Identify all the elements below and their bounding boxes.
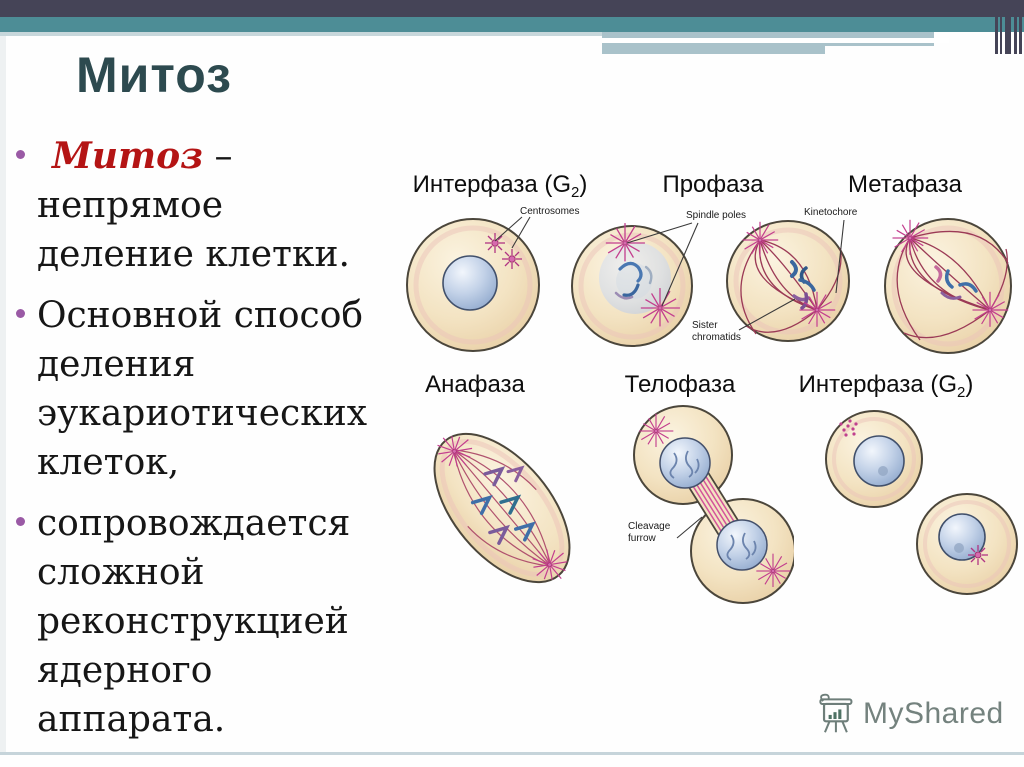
header-bar-teal xyxy=(0,17,1024,32)
corner-stripe xyxy=(1019,0,1022,54)
mitosis-diagram xyxy=(392,165,1024,637)
bullet-line: сопровождается xyxy=(37,503,351,544)
bullet-text xyxy=(37,291,367,487)
header-block-steel-lower xyxy=(602,46,825,54)
bullet-line: ядерного xyxy=(37,650,213,691)
bullet-marker xyxy=(16,150,25,159)
phase-label-telophase: Телофаза xyxy=(624,371,736,398)
corner-stripe xyxy=(1005,0,1011,54)
bullet-text xyxy=(37,132,367,279)
term-dash: – xyxy=(203,136,233,177)
annotation-spindle-poles: Spindle poles xyxy=(686,210,747,221)
bullet-marker xyxy=(16,309,25,318)
interphase-g2-cell-illustration xyxy=(398,215,548,365)
corner-stripe xyxy=(995,0,998,54)
bullet-marker xyxy=(16,517,25,526)
bullet-item xyxy=(8,291,380,487)
bullet-line: реконструкцией xyxy=(37,601,349,642)
bullet-line: Основной способ xyxy=(37,295,364,336)
myshared-logo-icon xyxy=(814,692,856,736)
prophase-cell-illustration xyxy=(568,217,696,365)
bullet-line: деления xyxy=(37,344,196,385)
bullet-line: деление клетки. xyxy=(37,234,350,275)
bullet-line: сложной xyxy=(37,552,205,593)
bullet-line: эукариотических xyxy=(37,393,367,434)
phase-label-metaphase: Метафаза xyxy=(847,171,963,198)
header-white-line xyxy=(602,38,949,43)
annotation-cleavage-furrow: Cleavage furrow xyxy=(628,521,671,544)
phase-label-interphase-g2-final: Интерфаза $(G_2)$ xyxy=(798,371,974,401)
bullet-line: аппарата. xyxy=(37,699,226,740)
bullet-line: клеток, xyxy=(37,442,180,483)
myshared-watermark[interactable] xyxy=(814,692,1004,736)
corner-stripe xyxy=(1000,0,1002,54)
bullet-item xyxy=(8,132,380,279)
phase-label-anaphase: Анафаза xyxy=(425,371,525,398)
left-edge-strip xyxy=(0,36,6,752)
prometaphase-cell-illustration xyxy=(722,218,850,358)
page-title: Митоз xyxy=(76,47,232,103)
interphase-daughter-cells-illustration xyxy=(822,405,1022,615)
bullet-line: непрямое xyxy=(37,185,224,226)
term-mitosis: Митоз xyxy=(52,135,204,177)
myshared-brand-text: MyShared xyxy=(863,697,1004,730)
phase-label-interphase-g2: Интерфаза $(G_2)$ xyxy=(412,171,588,201)
annotation-kinetochore: Kinetochore xyxy=(804,207,858,218)
corner-stripe xyxy=(1014,0,1017,54)
header-bar-dark xyxy=(0,0,1024,17)
bullet-list xyxy=(8,132,380,756)
anaphase-cell-illustration xyxy=(414,410,590,606)
annotation-centrosomes: Centrosomes xyxy=(520,206,580,217)
header-strip-thin xyxy=(0,32,602,36)
bullet-text xyxy=(37,499,367,744)
phase-label-prophase: Профаза xyxy=(662,171,764,198)
bullet-item xyxy=(8,499,380,744)
annotation-sister-chromatids: Sister chromatids xyxy=(692,320,741,343)
telophase-cell-illustration xyxy=(614,405,794,610)
metaphase-cell-illustration xyxy=(882,215,1014,357)
